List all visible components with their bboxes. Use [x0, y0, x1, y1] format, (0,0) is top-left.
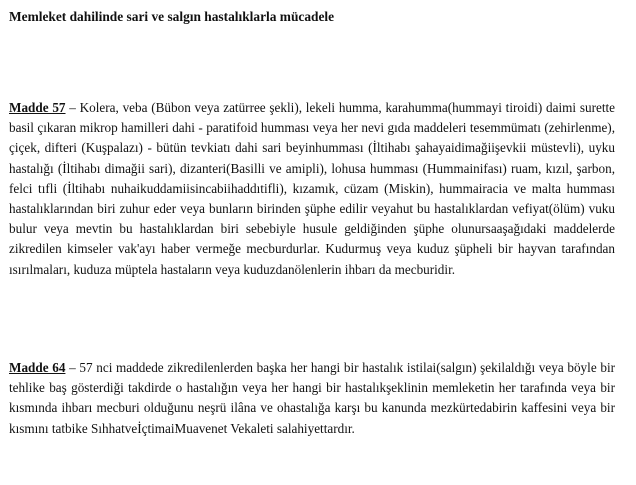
- article-text: – Kolera, veba (Bübon veya zatürree şekli), lekeli humma, karahumma(hummayi tiroidi) daimi surette basil çıkaran mikrop hamilleri dahi - paratifoid humması veya her nevi gıda maddeleri tesemmümatı (zehirlenme), çiçek, difteri (Kuşpalazı) - bütün tevkiatı dahi sari beyinhumması (İltihabı şahayaidimağiişevkii müstevli), uyku hastalığı (İltihabı dimağii sari), dizanteri(Basilli ve amipli), lohusa humması (Hummainifası) ruam, kızıl, şarbon, felci tıfli (İltihabı nuhaikuddamiisincabiihaddıtifli), kızamık, cüzam (Miskin), hummairacia ve malta humması hastalıklarından biri zuhur eder veya bunların birinden şüphe edilir veyahut bu hastalıklardan vefiyat(ölüm) vuku bulur veya mevtin bu hastalıklardan biri sebebiyle husule geldiğinden şüphe olunursaaşağıdaki maddelerde zikredilen kimseler vak'ayı haber vermeğe mecburdurlar. Kudurmuş veya kuduz şüpheli bir hayvan tarafından ısırılmaları, kuduza müptela hastaların veya kuduzdanölenlerin ihbarı da mecburidir.: [9, 100, 616, 277]
- article-text: – 57 nci maddede zikredilenlerden başka her hangi bir hastalık istilai(salgın) şekilaldığı veya böyle bir tehlike baş gösterdiği takdirde o hastalığın veya her hangi bir hastalıkşeklinin memleketin her tarafında veya bir kısmında ihbarı mecburi olduğunu neşrü ilâna ve ohastalığa karşı bu kanunda mezkürtedabirin kaffesini veya bir kısmını tatbike SıhhatveİçtimaiMuavenet Vekaleti salahiyettardır.: [9, 360, 615, 436]
- article-madde-64: [9, 358, 615, 439]
- document-heading: Memleket dahilinde sari ve salgın hastalıklarla mücadele: [9, 9, 335, 24]
- article-label: Madde 57: [9, 100, 66, 115]
- article-madde-57: [9, 98, 615, 280]
- article-label: Madde 64: [9, 360, 66, 375]
